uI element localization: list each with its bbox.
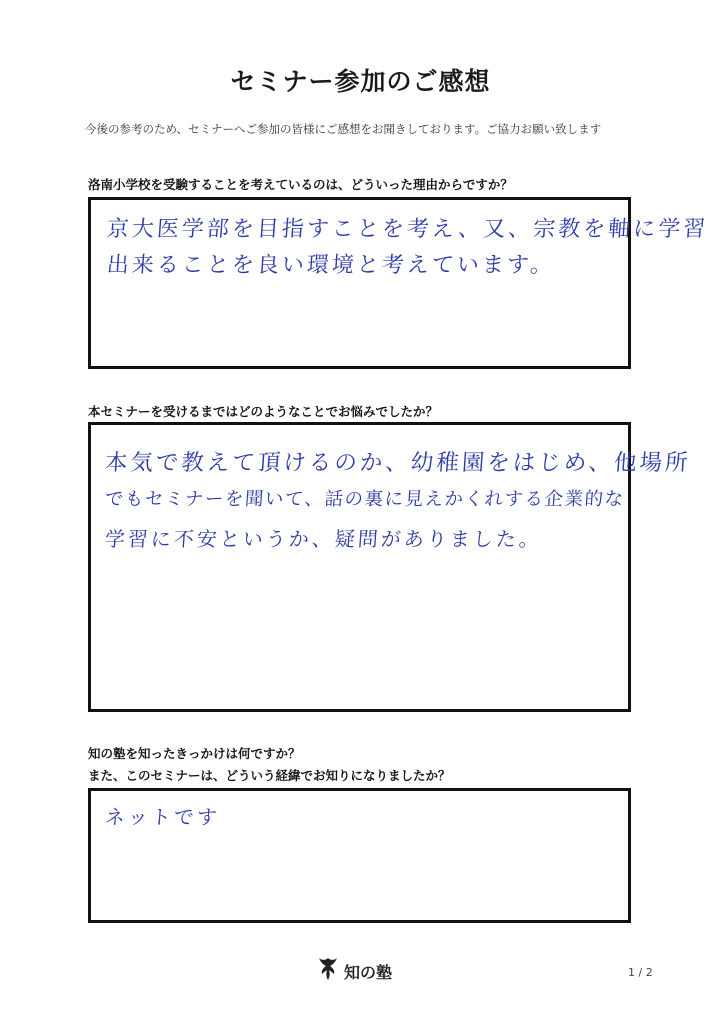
answer-1-line-1: 京大医学部を目指すことを考え、又、宗教を軸に学習 <box>105 217 710 242</box>
question-3-line-1: 知の塾を知ったきっかけは何ですか？ <box>88 746 301 761</box>
question-2: 本セミナーを受けるまではどのようなことでお悩みでしたか？ <box>88 404 439 419</box>
answer-2-line-1: 本気で教えて頂けるのか、幼稚園をはじめ、他場所 <box>103 450 692 476</box>
page-title: セミナー参加のご感想 <box>230 67 491 96</box>
page-subtitle: 今後の参考のため、セミナーへご参加の皆様にご感想をお聞きしております。ご協力お願い致します <box>85 122 602 136</box>
answer-box-3 <box>88 788 631 923</box>
answer-1-line-2: 出来ることを良い環境と考えています。 <box>105 253 556 278</box>
answer-2-line-3: 学習に不安というか、疑問がありました。 <box>104 527 543 551</box>
answer-box-1 <box>88 197 710 369</box>
question-1: 洛南小学校を受験することを考えているのは、どういった理由からですか？ <box>88 177 513 192</box>
logo-text: 知の塾 <box>344 962 393 982</box>
question-3-line-2: また、このセミナーは、どういう経緯でお知りになりましたか？ <box>88 768 451 783</box>
answer-3-line-1: ネットです <box>104 805 221 829</box>
page-number: 1 / 2 <box>628 966 653 979</box>
footer-logo <box>316 955 392 987</box>
answer-2-line-2: でもセミナーを聞いて、話の裏に見えかくれする企業的な <box>104 489 626 510</box>
answer-box-2 <box>88 422 692 712</box>
phoenix-icon <box>316 955 340 987</box>
